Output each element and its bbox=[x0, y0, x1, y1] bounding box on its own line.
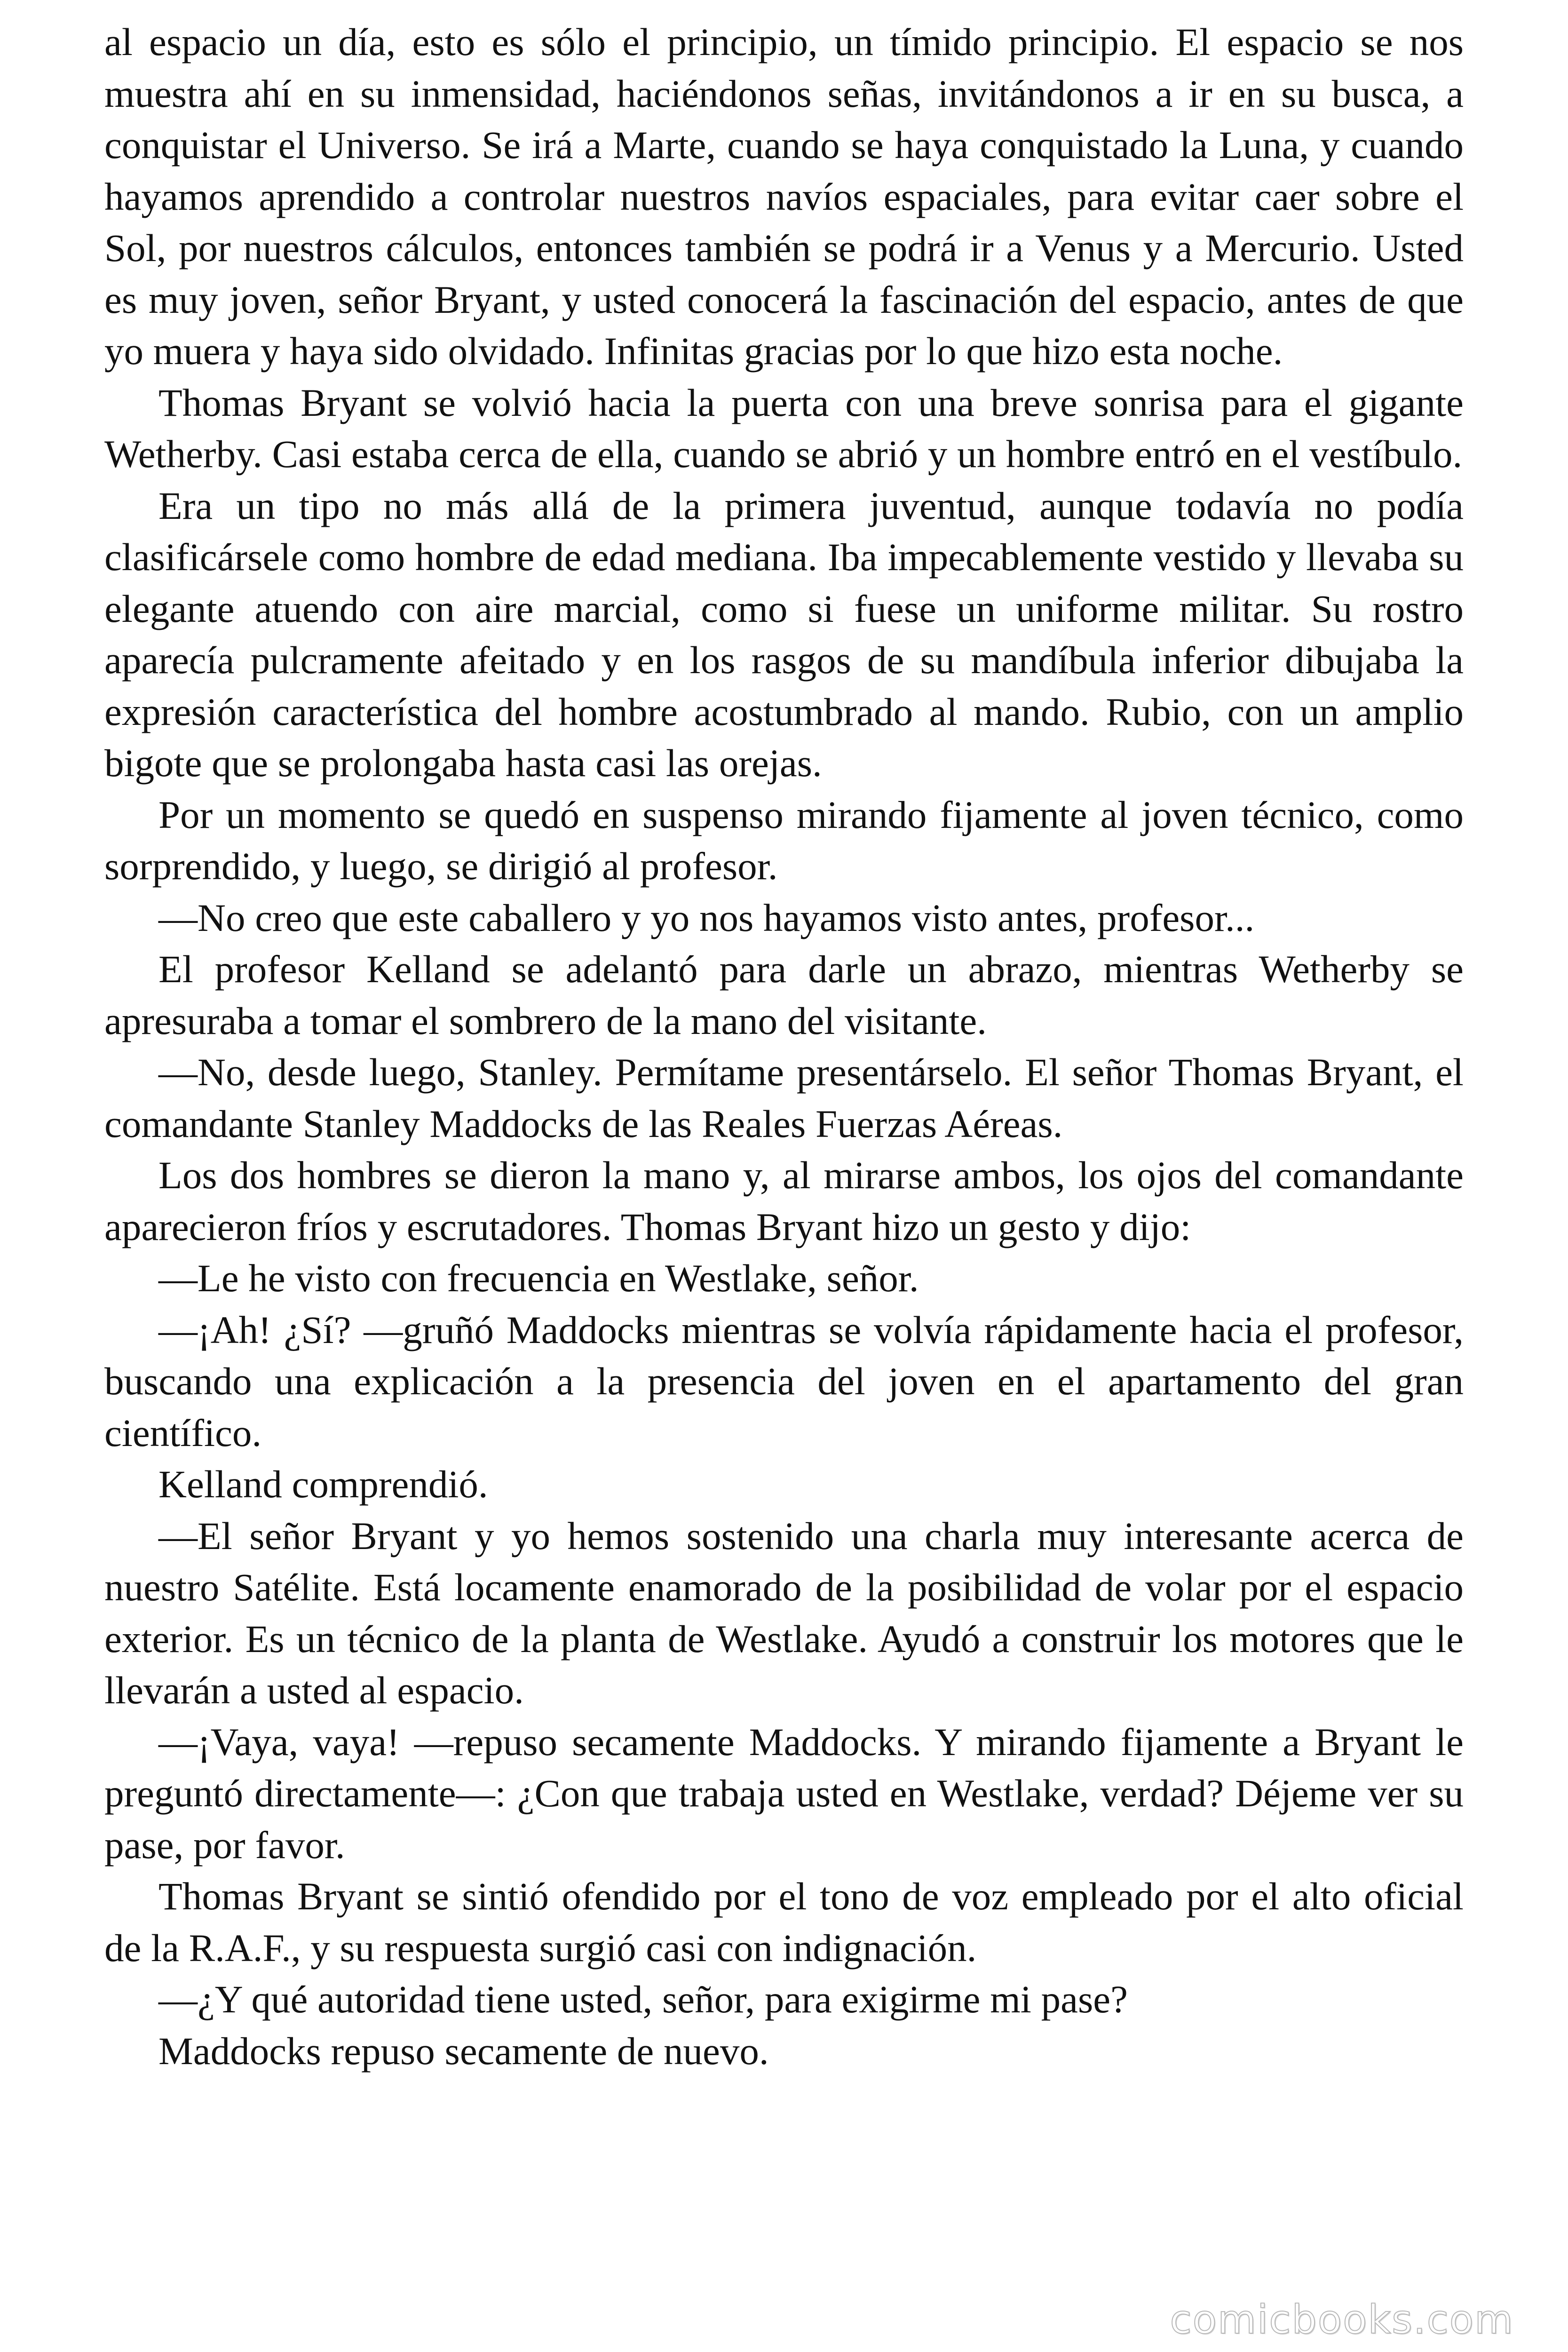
document-page bbox=[104, 16, 1464, 2077]
paragraph: Thomas Bryant se volvió hacia la puerta con una breve sonrisa para el gigante Wetherby. Casi estaba cerca de ella, cuando se abrió y un hombre entró en el vestíbulo. bbox=[104, 381, 1464, 476]
paragraph: Era un tipo no más allá de la primera juventud, aunque todavía no podía clasificársele como hombre de edad mediana. Iba impecablemente vestido y llevaba su elegante atuendo con aire marcial, como si fuese un uniforme militar. Su rostro aparecía pulcramente afeitado y en los rasgos de su mandíbula inferior dibujaba la expresión característica del hombre acostumbrado al mando. Rubio, con un amplio bigote que se prolongaba hasta casi las orejas. bbox=[104, 484, 1464, 785]
paragraph: —El señor Bryant y yo hemos sostenido una charla muy interesante acerca de nuestro Satélite. Está locamente enamorado de la posibilidad de volar por el espacio exterior. Es un técnico de la planta de Westlake. Ayudó a construir los motores que le llevarán a usted al espacio. bbox=[104, 1514, 1464, 1712]
watermark: comicbooks.com bbox=[1170, 2296, 1514, 2343]
paragraph: —¡Ah! ¿Sí? —gruñó Maddocks mientras se volvía rápidamente hacia el profesor, buscando una explicación a la presencia del joven en el apartamento del gran científico. bbox=[104, 1308, 1464, 1454]
paragraph: —No, desde luego, Stanley. Permítame presentárselo. El señor Thomas Bryant, el comandante Stanley Maddocks de las Reales Fuerzas Aéreas. bbox=[104, 1050, 1464, 1145]
paragraph: —¡Vaya, vaya! —repuso secamente Maddocks. Y mirando fijamente a Bryant le preguntó directamente—: ¿Con que trabaja usted en Westlake, verdad? Déjeme ver su pase, por favor. bbox=[104, 1720, 1464, 1867]
paragraph: Thomas Bryant se sintió ofendido por el tono de voz empleado por el alto oficial de la R.A.F., y su respuesta surgió casi con indignación. bbox=[104, 1875, 1464, 1970]
paragraph: —¿Y qué autoridad tiene usted, señor, para exigirme mi pase? bbox=[158, 1978, 1128, 2021]
paragraph: El profesor Kelland se adelantó para darle un abrazo, mientras Wetherby se apresuraba a tomar el sombrero de la mano del visitante. bbox=[104, 947, 1464, 1042]
paragraph: —Le he visto con frecuencia en Westlake, señor. bbox=[158, 1256, 919, 1300]
paragraph: Kelland comprendió. bbox=[158, 1462, 488, 1506]
paragraph: —No creo que este caballero y yo nos hayamos visto antes, profesor... bbox=[158, 896, 1255, 939]
paragraph: Maddocks repuso secamente de nuevo. bbox=[158, 2029, 769, 2073]
paragraph: al espacio un día, esto es sólo el principio, un tímido principio. El espacio se nos muestra ahí en su inmensidad, haciéndonos señas, invitándonos a ir en su busca, a conquistar el Universo. Se irá a Marte, cuando se haya conquistado la Luna, y cuando hayamos aprendido a controlar nuestros navíos espaciales, para evitar caer sobre el Sol, por nuestros cálculos, entonces también se podrá ir a Venus y a Mercurio. Usted es muy joven, señor Bryant, y usted conocerá la fascinación del espacio, antes de que yo muera y haya sido olvidado. Infinitas gracias por lo que hizo esta noche. bbox=[104, 20, 1464, 373]
paragraph: Por un momento se quedó en suspenso mirando fijamente al joven técnico, como sorprendido, y luego, se dirigió al profesor. bbox=[104, 793, 1464, 888]
paragraph: Los dos hombres se dieron la mano y, al mirarse ambos, los ojos del comandante aparecieron fríos y escrutadores. Thomas Bryant hizo un gesto y dijo: bbox=[104, 1153, 1464, 1248]
